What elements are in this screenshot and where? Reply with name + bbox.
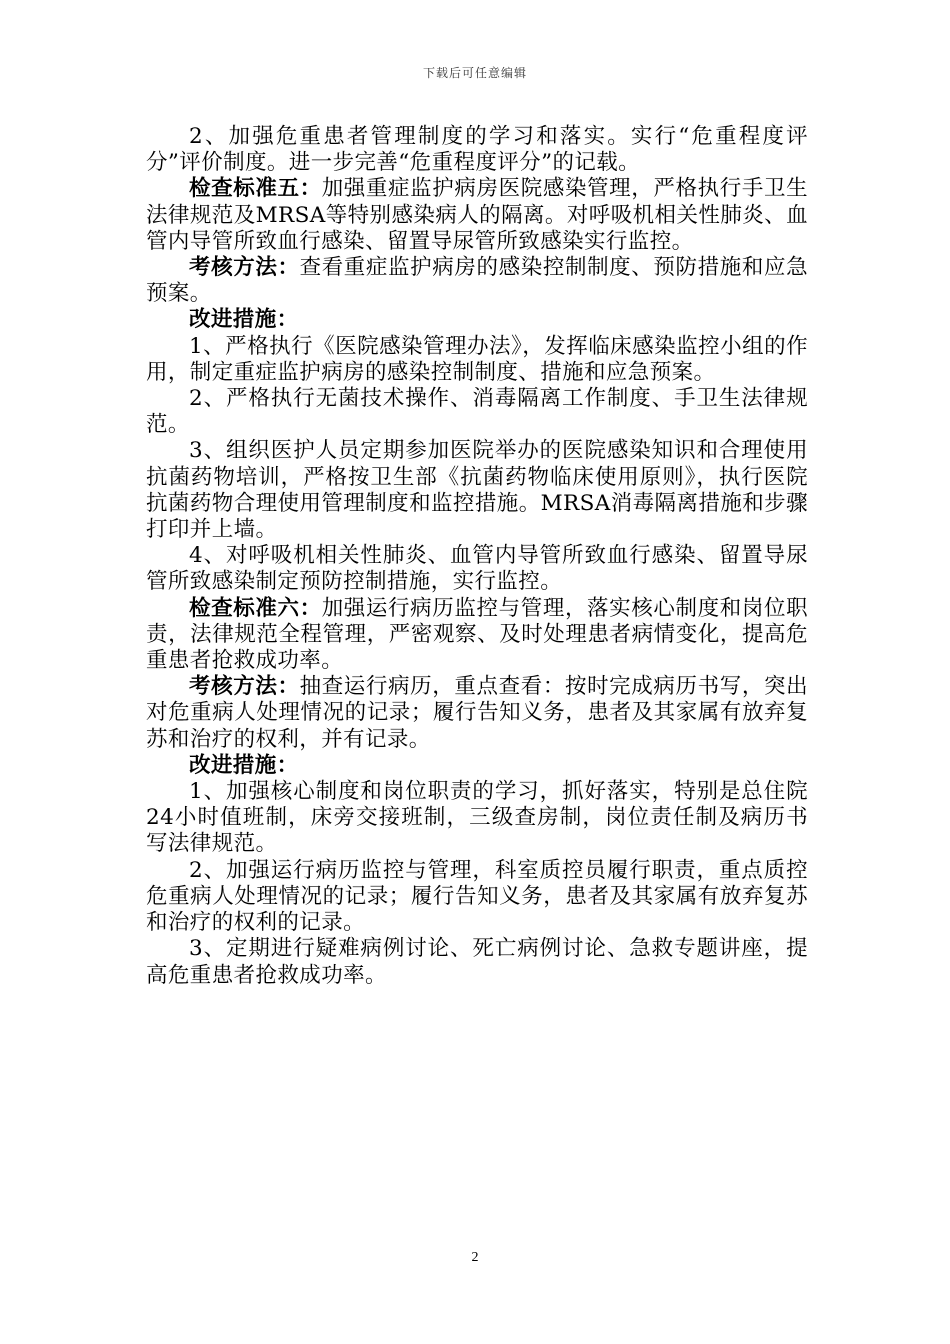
paragraph-standard-five bbox=[146, 176, 808, 255]
paragraph-assessment-method bbox=[146, 674, 808, 753]
document-body bbox=[146, 124, 808, 989]
assessment-label: 考核方法： bbox=[189, 674, 300, 700]
standard-label: 检查标准五： bbox=[189, 176, 322, 202]
paragraph-assessment-method bbox=[146, 255, 808, 307]
paragraph-measure-2 bbox=[146, 858, 808, 937]
improvement-heading: 改进措施： bbox=[189, 307, 299, 333]
paragraph-text: 抽查运行病历，重点查看：按时完成病历书写，突出对危重病人处理情况的记录；履行告知义务，患者及其家属有放弃复苏和治疗的权利，并有记录。 bbox=[146, 674, 808, 752]
paragraph-text: 3、定期进行疑难病例讨论、死亡病例讨论、急救专题讲座，提高危重患者抢救成功率。 bbox=[146, 936, 808, 988]
paragraph-text: 4、对呼吸机相关性肺炎、血管内导管所致血行感染、留置导尿管所致感染制定预防控制措施，实行监控。 bbox=[146, 543, 808, 595]
header-note: 下载后可任意编辑 bbox=[422, 66, 527, 80]
paragraph-measure-1 bbox=[146, 334, 808, 386]
paragraph-text: 加强运行病历监控与管理，落实核心制度和岗位职责，法律规范全程管理，严密观察、及时处理患者病情变化，提高危重患者抢救成功率。 bbox=[146, 595, 808, 674]
paragraph-text: 1、严格执行《医院感染管理办法》，发挥临床感染监控小组的作用，制定重症监护病房的感染控制制度、措施和应急预案。 bbox=[146, 333, 808, 385]
paragraph-text: 2、加强运行病历监控与管理，科室质控员履行职责，重点质控危重病人处理情况的记录；履行告知义务，患者及其家属有放弃复苏和治疗的权利的记录。 bbox=[146, 857, 808, 936]
paragraph-text: 1、加强核心制度和岗位职责的学习，抓好落实，特别是总住院24小时值班制，床旁交接班制，三级查房制，岗位责任制及病历书写法律规范。 bbox=[146, 779, 808, 857]
standard-label: 检查标准六： bbox=[189, 595, 322, 621]
paragraph-measure-4 bbox=[146, 543, 808, 595]
paragraph-text: 3、组织医护人员定期参加医院举办的医院感染知识和合理使用抗菌药物培训，严格按卫生部《抗菌药物临床使用原则》，执行医院抗菌药物合理使用管理制度和监控措施。MRSA消毒隔离措施和步骤打印并上墙。 bbox=[146, 438, 808, 543]
assessment-label: 考核方法： bbox=[189, 255, 300, 281]
paragraph-text: 2、加强危重患者管理制度的学习和落实。实行“危重程度评分”评价制度。进一步完善“危重程度评分”的记载。 bbox=[146, 124, 808, 176]
paragraph-measure-2 bbox=[146, 124, 808, 176]
paragraph-measure-3 bbox=[146, 936, 808, 988]
paragraph-standard-six bbox=[146, 596, 808, 675]
paragraph-measure-1 bbox=[146, 779, 808, 858]
paragraph-measure-3 bbox=[146, 438, 808, 543]
paragraph-measure-2 bbox=[146, 386, 808, 438]
paragraph-text: 加强重症监护病房医院感染管理，严格执行手卫生法律规范及MRSA等特别感染病人的隔离。对呼吸机相关性肺炎、血管内导管所致血行感染、留置导尿管所致感染实行监控。 bbox=[146, 176, 808, 254]
improvement-heading: 改进措施： bbox=[189, 752, 299, 778]
paragraph-text: 2、严格执行无菌技术操作、消毒隔离工作制度、手卫生法律规范。 bbox=[146, 386, 808, 438]
page-number: 2 bbox=[471, 1250, 479, 1265]
paragraph-text: 查看重症监护病房的感染控制制度、预防措施和应急预案。 bbox=[146, 255, 808, 307]
